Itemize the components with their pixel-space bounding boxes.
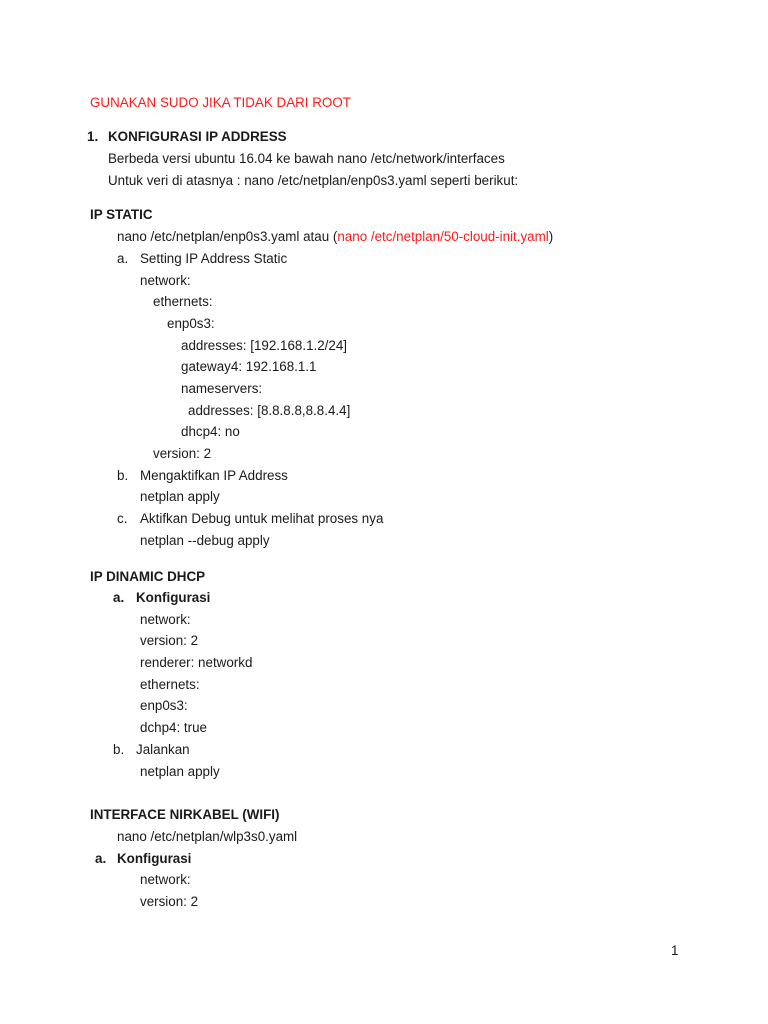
yaml-line: gateway4: 192.168.1.1 — [181, 359, 317, 374]
paren: ) — [548, 229, 554, 244]
list-marker: a. — [113, 590, 125, 605]
heading-wifi: INTERFACE NIRKABEL (WIFI) — [90, 807, 280, 822]
list-item: Konfigurasi — [117, 851, 192, 866]
list-marker: b. — [117, 468, 129, 483]
yaml-line: dhcp4: no — [181, 424, 240, 439]
list-item: Konfigurasi — [136, 590, 211, 605]
command: netplan apply — [140, 764, 220, 779]
section-number: 1. — [87, 129, 99, 144]
heading-ip-static: IP STATIC — [90, 207, 153, 222]
list-marker: a. — [117, 251, 129, 266]
yaml-line: ethernets: — [140, 677, 200, 692]
list-marker: c. — [117, 511, 128, 526]
command: netplan apply — [140, 489, 220, 504]
paragraph: Berbeda versi ubuntu 16.04 ke bawah nano /etc/network/interfaces — [108, 151, 505, 166]
yaml-line: version: 2 — [140, 894, 199, 909]
list-marker: a. — [95, 851, 107, 866]
yaml-line: addresses: [192.168.1.2/24] — [181, 338, 348, 353]
yaml-line: enp0s3: — [140, 698, 188, 713]
yaml-line: network: — [140, 273, 191, 288]
section-title: KONFIGURASI IP ADDRESS — [108, 129, 287, 144]
list-item: Mengaktifkan IP Address — [140, 468, 288, 483]
file-path-line — [117, 228, 553, 246]
yaml-line: network: — [140, 612, 191, 627]
command: netplan --debug apply — [140, 533, 270, 548]
list-marker: b. — [113, 742, 125, 757]
file-path: nano /etc/netplan/wlp3s0.yaml — [117, 829, 298, 844]
list-item: Setting IP Address Static — [140, 251, 288, 266]
list-item: Jalankan — [136, 742, 190, 757]
yaml-line: dchp4: true — [140, 720, 207, 735]
yaml-line: version: 2 — [140, 633, 199, 648]
list-item: Aktifkan Debug untuk melihat proses nya — [140, 511, 384, 526]
yaml-line: network: — [140, 872, 191, 887]
yaml-line: version: 2 — [153, 446, 212, 461]
yaml-line: ethernets: — [153, 294, 213, 309]
paragraph: Untuk veri di atasnya : nano /etc/netplan/enp0s3.yaml seperti berikut: — [108, 173, 519, 188]
yaml-line: enp0s3: — [167, 316, 215, 331]
file-path-alt: nano /etc/netplan/50-cloud-init.yaml — [337, 229, 549, 244]
file-path: nano /etc/netplan/enp0s3.yaml atau ( — [117, 229, 338, 244]
heading-ip-dhcp: IP DINAMIC DHCP — [90, 569, 206, 584]
sudo-warning: GUNAKAN SUDO JIKA TIDAK DARI ROOT — [90, 95, 351, 110]
page-number: 1 — [671, 943, 679, 958]
yaml-line: renderer: networkd — [140, 655, 253, 670]
yaml-line: nameservers: — [181, 381, 263, 396]
yaml-line: addresses: [8.8.8.8,8.8.4.4] — [188, 403, 351, 418]
